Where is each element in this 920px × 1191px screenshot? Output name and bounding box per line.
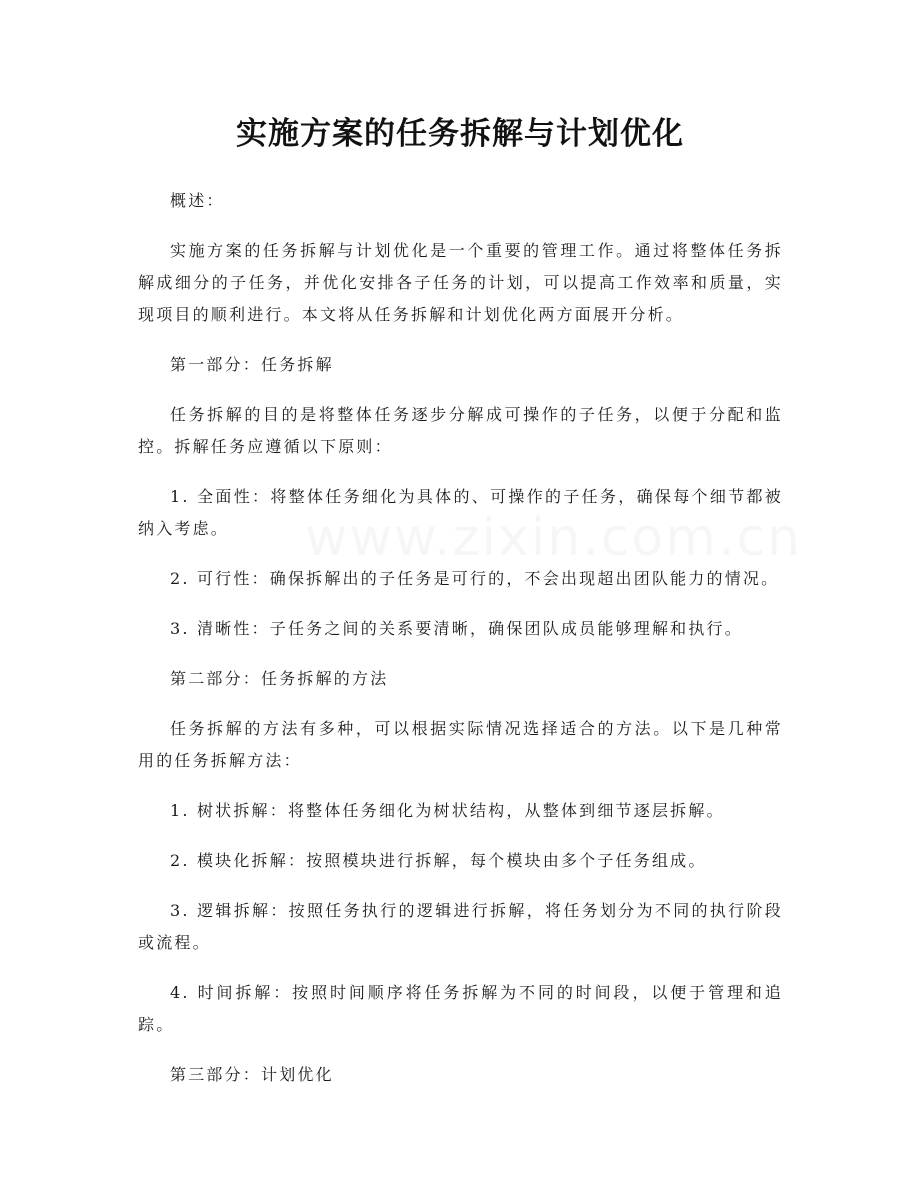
list-item-principle-2: 2. 可行性：确保拆解出的子任务是可行的，不会出现超出团队能力的情况。 <box>170 569 780 588</box>
list-item-method-1: 1. 树状拆解：将整体任务细化为树状结构，从整体到细节逐层拆解。 <box>170 801 725 820</box>
document-body <box>138 185 783 1109</box>
paragraph-intro: 实施方案的任务拆解与计划优化是一个重要的管理工作。通过将整体任务拆解成细分的子任务，并优化安排各子任务的计划，可以提高工作效率和质量，实现项目的顺利进行。本文将从任务拆解和计划优化两方面展开分析。 <box>138 241 783 324</box>
section-heading-part-2: 第二部分：任务拆解的方法 <box>170 669 389 688</box>
section-heading-part-3: 第三部分：计划优化 <box>170 1065 334 1084</box>
paragraph-part-1-intro: 任务拆解的目的是将整体任务逐步分解成可操作的子任务，以便于分配和监控。拆解任务应遵循以下原则： <box>138 405 783 456</box>
list-item-method-2: 2. 模块化拆解：按照模块进行拆解，每个模块由多个子任务组成。 <box>170 851 707 870</box>
list-item-principle-3: 3. 清晰性：子任务之间的关系要清晰，确保团队成员能够理解和执行。 <box>170 619 743 638</box>
section-heading-part-1: 第一部分：任务拆解 <box>170 355 334 374</box>
list-item-method-4: 4. 时间拆解：按照时间顺序将任务拆解为不同的时间段，以便于管理和追踪。 <box>138 983 783 1034</box>
list-item-method-3: 3. 逻辑拆解：按照任务执行的逻辑进行拆解，将任务划分为不同的执行阶段或流程。 <box>138 901 783 952</box>
paragraph-overview-heading: 概述： <box>170 191 225 210</box>
list-item-principle-1: 1. 全面性：将整体任务细化为具体的、可操作的子任务，确保每个细节都被纳入考虑。 <box>138 487 783 538</box>
document-title: 实施方案的任务拆解与计划优化 <box>236 116 684 152</box>
paragraph-part-2-intro: 任务拆解的方法有多种，可以根据实际情况选择适合的方法。以下是几种常用的任务拆解方法： <box>138 719 783 770</box>
